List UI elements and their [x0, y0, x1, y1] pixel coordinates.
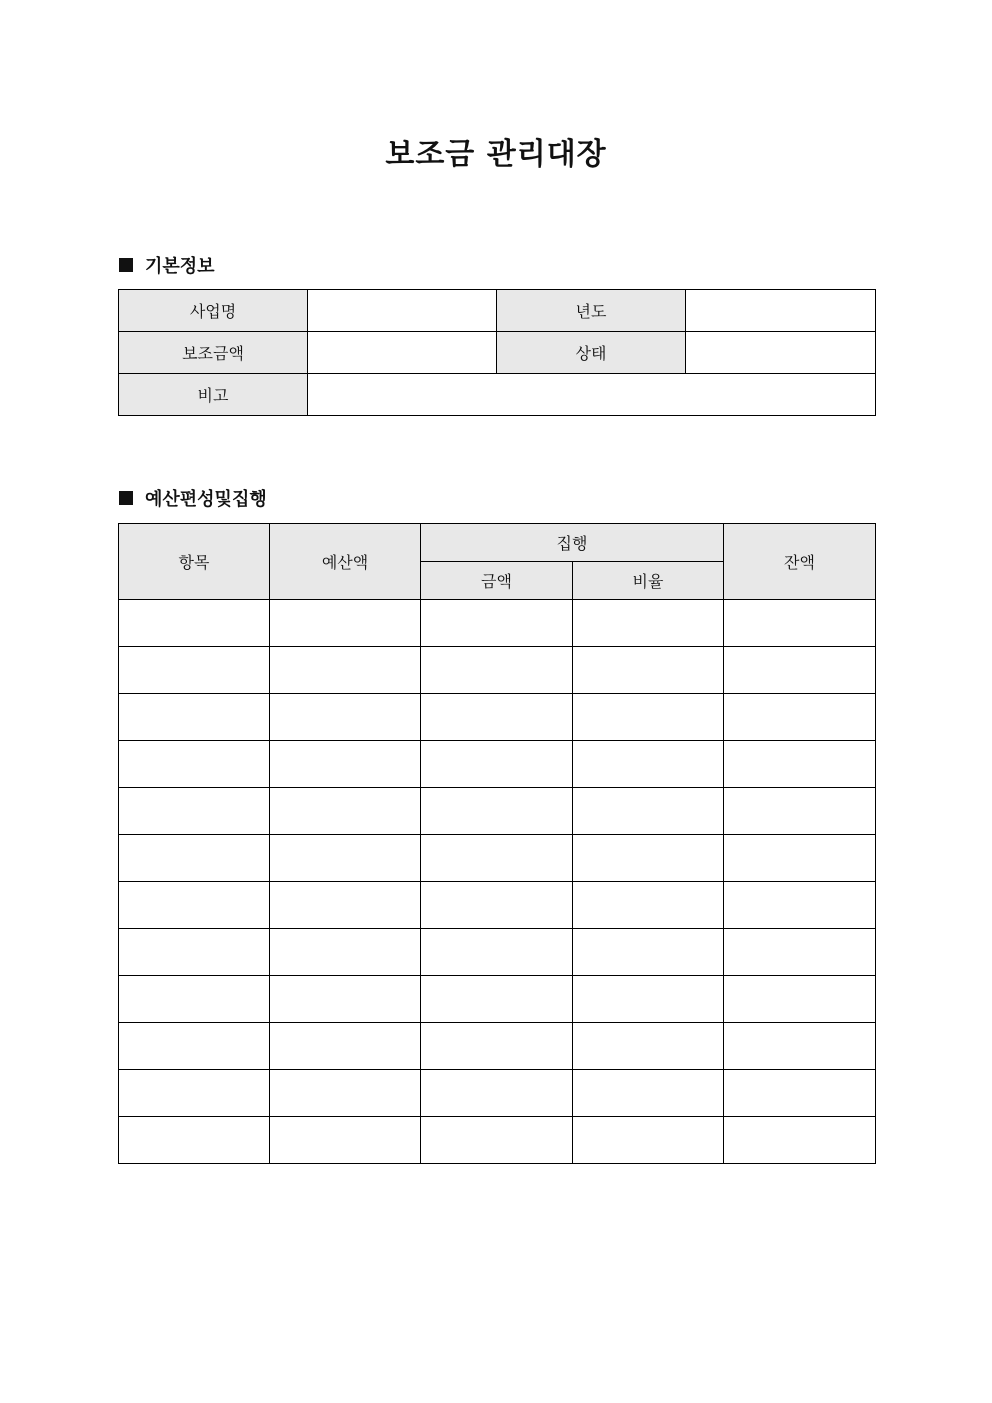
- basic-info-heading: [119, 253, 215, 277]
- table-row: [119, 600, 876, 647]
- item-cell[interactable]: [119, 647, 270, 694]
- item-cell[interactable]: [119, 600, 270, 647]
- execution-amount-cell[interactable]: [421, 600, 573, 647]
- budget-amount-cell[interactable]: [270, 929, 421, 976]
- execution-ratio-cell[interactable]: [573, 600, 724, 647]
- execution-ratio-cell[interactable]: [573, 647, 724, 694]
- table-row: [119, 788, 876, 835]
- item-cell[interactable]: [119, 976, 270, 1023]
- balance-cell[interactable]: [724, 1117, 876, 1164]
- item-cell[interactable]: [119, 882, 270, 929]
- table-row: [119, 1117, 876, 1164]
- execution-amount-cell[interactable]: [421, 976, 573, 1023]
- subsidy-amount-field[interactable]: [308, 332, 497, 374]
- execution-amount-cell[interactable]: [421, 1023, 573, 1070]
- item-cell[interactable]: [119, 694, 270, 741]
- balance-cell[interactable]: [724, 976, 876, 1023]
- table-row: [119, 694, 876, 741]
- execution-ratio-cell[interactable]: [573, 694, 724, 741]
- table-row: [119, 1023, 876, 1070]
- item-cell[interactable]: [119, 788, 270, 835]
- basic-info-heading-text: 기본정보: [145, 256, 215, 277]
- execution-ratio-cell[interactable]: [573, 882, 724, 929]
- item-cell[interactable]: [119, 741, 270, 788]
- budget-heading: [119, 486, 267, 510]
- budget-amount-cell[interactable]: [270, 882, 421, 929]
- subsidy-amount-label: 보조금액: [119, 332, 308, 374]
- execution-amount-cell[interactable]: [421, 1070, 573, 1117]
- year-label: 년도: [497, 290, 686, 332]
- budget-amount-cell[interactable]: [270, 835, 421, 882]
- remarks-label: 비고: [119, 374, 308, 416]
- info-row-remarks: [119, 374, 876, 416]
- status-field[interactable]: [686, 332, 876, 374]
- balance-cell[interactable]: [724, 1070, 876, 1117]
- budget-amount-cell[interactable]: [270, 788, 421, 835]
- budget-heading-text: 예산편성및집행: [145, 489, 267, 510]
- execution-amount-cell[interactable]: [421, 1117, 573, 1164]
- table-row: [119, 929, 876, 976]
- table-row: [119, 835, 876, 882]
- remarks-field[interactable]: [308, 374, 876, 416]
- budget-amount-cell[interactable]: [270, 1023, 421, 1070]
- balance-header: 잔액: [724, 524, 876, 600]
- table-row: [119, 976, 876, 1023]
- square-bullet-icon: [119, 491, 133, 505]
- execution-amount-cell[interactable]: [421, 647, 573, 694]
- balance-cell[interactable]: [724, 1023, 876, 1070]
- budget-table: [118, 523, 876, 1164]
- budget-amount-cell[interactable]: [270, 976, 421, 1023]
- execution-ratio-cell[interactable]: [573, 976, 724, 1023]
- execution-amount-cell[interactable]: [421, 835, 573, 882]
- balance-cell[interactable]: [724, 647, 876, 694]
- item-cell[interactable]: [119, 1070, 270, 1117]
- execution-ratio-cell[interactable]: [573, 835, 724, 882]
- execution-amount-cell[interactable]: [421, 741, 573, 788]
- execution-amount-header: 금액: [421, 562, 573, 600]
- budget-header-row: [119, 524, 876, 562]
- budget-amount-cell[interactable]: [270, 1070, 421, 1117]
- basic-info-table: [118, 289, 876, 416]
- project-name-field[interactable]: [308, 290, 497, 332]
- balance-cell[interactable]: [724, 741, 876, 788]
- execution-ratio-cell[interactable]: [573, 929, 724, 976]
- execution-ratio-header: 비율: [573, 562, 724, 600]
- execution-header: 집행: [421, 524, 724, 562]
- execution-amount-cell[interactable]: [421, 788, 573, 835]
- balance-cell[interactable]: [724, 882, 876, 929]
- budget-amount-cell[interactable]: [270, 741, 421, 788]
- item-cell[interactable]: [119, 1117, 270, 1164]
- info-row-amount: [119, 332, 876, 374]
- table-row: [119, 882, 876, 929]
- execution-amount-cell[interactable]: [421, 882, 573, 929]
- budget-amount-cell[interactable]: [270, 694, 421, 741]
- balance-cell[interactable]: [724, 835, 876, 882]
- balance-cell[interactable]: [724, 694, 876, 741]
- item-cell[interactable]: [119, 1023, 270, 1070]
- item-cell[interactable]: [119, 835, 270, 882]
- budget-rows: [119, 600, 876, 1164]
- table-row: [119, 741, 876, 788]
- balance-cell[interactable]: [724, 600, 876, 647]
- budget-amount-cell[interactable]: [270, 647, 421, 694]
- execution-ratio-cell[interactable]: [573, 1117, 724, 1164]
- table-row: [119, 1070, 876, 1117]
- execution-ratio-cell[interactable]: [573, 788, 724, 835]
- square-bullet-icon: [119, 258, 133, 272]
- execution-amount-cell[interactable]: [421, 929, 573, 976]
- item-cell[interactable]: [119, 929, 270, 976]
- execution-ratio-cell[interactable]: [573, 741, 724, 788]
- table-row: [119, 647, 876, 694]
- execution-ratio-cell[interactable]: [573, 1070, 724, 1117]
- budget-amount-cell[interactable]: [270, 1117, 421, 1164]
- execution-ratio-cell[interactable]: [573, 1023, 724, 1070]
- budget-amount-cell[interactable]: [270, 600, 421, 647]
- execution-amount-cell[interactable]: [421, 694, 573, 741]
- year-field[interactable]: [686, 290, 876, 332]
- budget-amount-header: 예산액: [270, 524, 421, 600]
- page-title: 보조금 관리대장: [385, 137, 607, 172]
- balance-cell[interactable]: [724, 788, 876, 835]
- item-header: 항목: [119, 524, 270, 600]
- status-label: 상태: [497, 332, 686, 374]
- project-name-label: 사업명: [119, 290, 308, 332]
- balance-cell[interactable]: [724, 929, 876, 976]
- info-row-project: [119, 290, 876, 332]
